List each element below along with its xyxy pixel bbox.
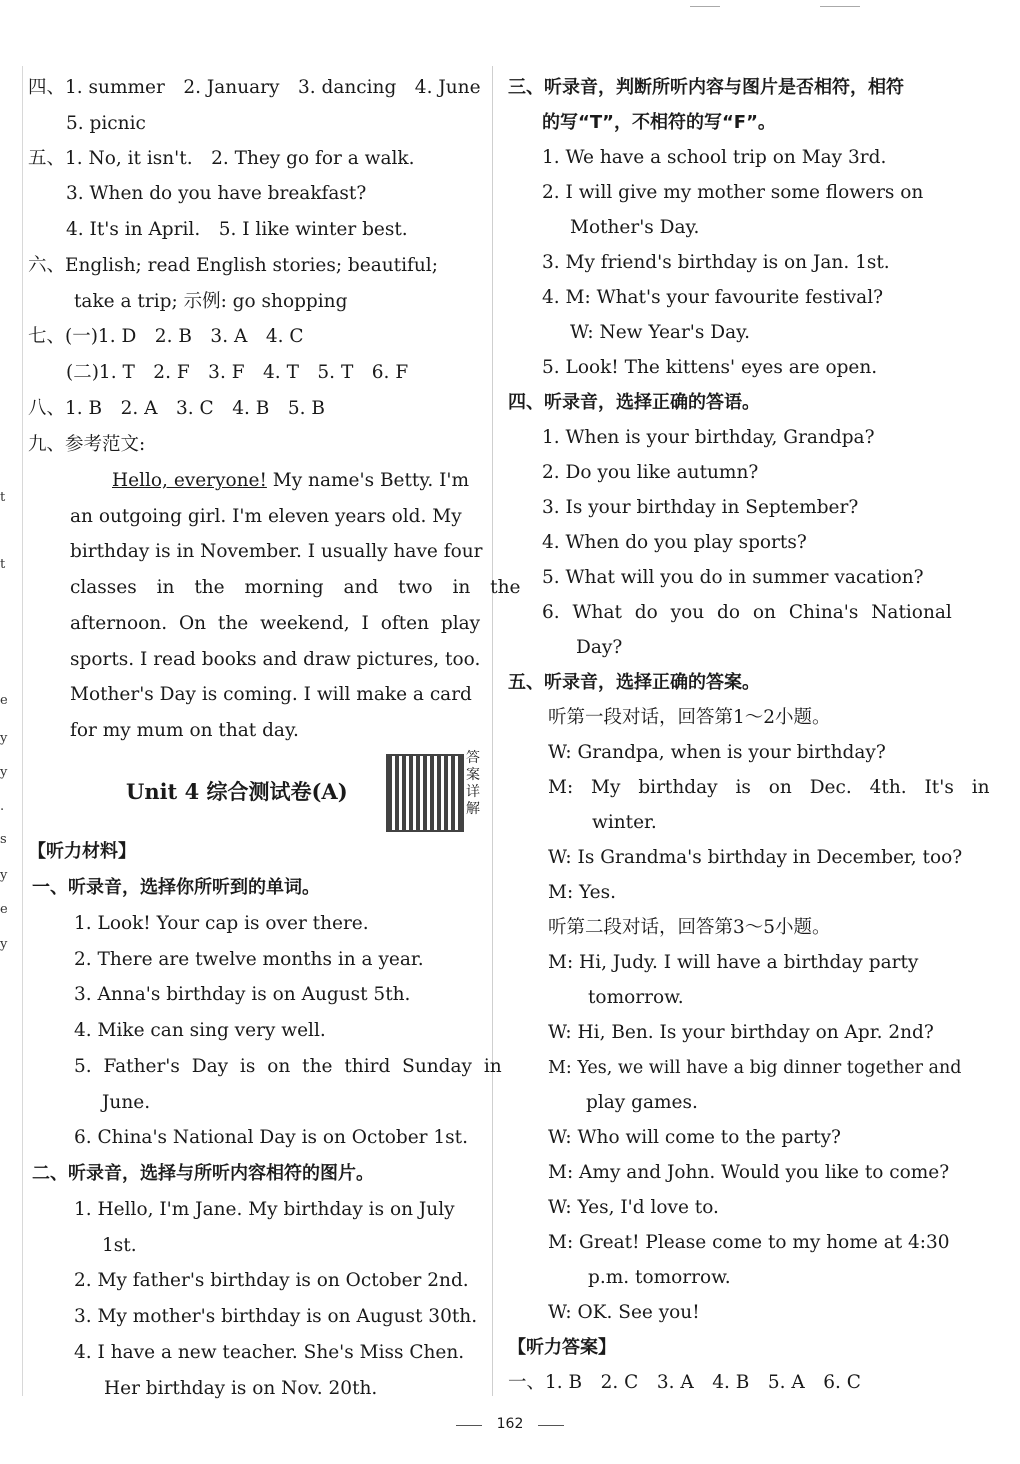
listening-line: 5. What will you do in summer vacation?: [542, 567, 924, 588]
dialogue-line: W: Hi, Ben. Is your birthday on Apr. 2nd?: [548, 1022, 934, 1043]
margin-letter: y: [0, 765, 8, 780]
essay-line: Mother's Day is coming. I will make a card: [70, 684, 472, 705]
page-number: 162: [496, 1416, 524, 1432]
dialogue-line: tomorrow.: [588, 987, 684, 1008]
listening-line: W: New Year's Day.: [570, 322, 750, 343]
margin-letter: y: [0, 868, 8, 883]
dialogue-line: M: Hi, Judy. I will have a birthday party: [548, 952, 919, 973]
listening-line: 2. There are twelve months in a year.: [74, 949, 424, 970]
margin-letter: s: [0, 832, 7, 847]
dialogue-line: W: Grandpa, when is your birthday?: [548, 742, 886, 763]
left-margin-rule: [22, 66, 23, 1396]
dialogue-line: play games.: [586, 1092, 698, 1113]
listening-line: 2. I will give my mother some flowers on: [542, 182, 924, 203]
listening-line: 3. Anna's birthday is on August 5th.: [74, 984, 411, 1005]
essay-line: [112, 467, 469, 495]
essay-line: classes in the morning and two in the: [70, 577, 521, 598]
dialogue-line: W: Is Grandma's birthday in December, too?: [548, 847, 963, 868]
listening-line: 1. When is your birthday, Grandpa?: [542, 427, 875, 448]
listening-line: 1. Look! Your cap is over there.: [74, 913, 369, 934]
answer-line: 5. picnic: [66, 113, 146, 134]
top-rule: [820, 6, 860, 7]
listening-line: 3. Is your birthday in September?: [542, 497, 859, 518]
answer-line: 六、English; read English stories; beautiful;: [28, 255, 438, 276]
dialogue-line: M: Yes.: [548, 882, 616, 903]
section-header: 【听力材料】: [28, 841, 136, 862]
top-rule: [690, 6, 720, 7]
listening-line: Mother's Day.: [570, 217, 700, 238]
section-heading: 三、听录音，判断所听内容与图片是否相符，相符: [508, 77, 904, 98]
answer-line: 五、1. No, it isn't. 2. They go for a walk.: [28, 148, 415, 169]
listening-line: 听第二段对话，回答第3～5小题。: [548, 917, 831, 938]
section-heading: 一、听录音，选择你所听到的单词。: [32, 877, 320, 898]
answer-line: 一、1. B 2. C 3. A 4. B 5. A 6. C: [508, 1372, 861, 1393]
listening-line: 3. My friend's birthday is on Jan. 1st.: [542, 252, 890, 273]
section-heading: 的写“T”，不相符的写“F”。: [542, 112, 776, 133]
answer-line: 七、(一)1. D 2. B 3. A 4. C: [28, 326, 304, 347]
essay-line: sports. I read books and draw pictures, too.: [70, 649, 481, 670]
answer-line: 九、参考范文:: [28, 434, 146, 455]
essay-greeting: Hello, everyone!: [112, 470, 267, 491]
listening-line: 2. My father's birthday is on October 2nd.: [74, 1270, 469, 1291]
dialogue-line: M: Great! Please come to my home at 4:30: [548, 1232, 950, 1253]
listening-line: 1. We have a school trip on May 3rd.: [542, 147, 887, 168]
margin-letter: y: [0, 731, 8, 746]
dialogue-line: winter.: [592, 812, 657, 833]
answer-line: (二)1. T 2. F 3. F 4. T 5. T 6. F: [66, 362, 409, 383]
section-heading: 四、听录音，选择正确的答语。: [508, 392, 760, 413]
dialogue-line: M: Amy and John. Would you like to come?: [548, 1162, 950, 1183]
listening-line: 1. Hello, I'm Jane. My birthday is on July: [74, 1199, 455, 1220]
margin-letter: y: [0, 937, 8, 952]
dialogue-line: M: My birthday is on Dec. 4th. It's in: [548, 777, 990, 798]
listening-line: 2. Do you like autumn?: [542, 462, 759, 483]
listening-line: 6. What do you do on China's National: [542, 602, 952, 623]
answer-line: 八、1. B 2. A 3. C 4. B 5. B: [28, 398, 325, 419]
listening-line: 4. Mike can sing very well.: [74, 1020, 326, 1041]
dialogue-line: p.m. tomorrow.: [588, 1267, 731, 1288]
section-header: 【听力答案】: [508, 1337, 616, 1358]
listening-line: 4. I have a new teacher. She's Miss Chen.: [74, 1342, 465, 1363]
listening-line: 6. China's National Day is on October 1st.: [74, 1127, 468, 1148]
answer-line: 四、1. summer 2. January 3. dancing 4. June: [28, 77, 481, 98]
listening-line: June.: [102, 1092, 151, 1113]
dialogue-line: W: Who will come to the party?: [548, 1127, 841, 1148]
dialogue-line: W: Yes, I'd love to.: [548, 1197, 719, 1218]
essay-line: an outgoing girl. I'm eleven years old. My: [70, 506, 462, 527]
listening-line: 听第一段对话，回答第1～2小题。: [548, 707, 831, 728]
listening-line: 1st.: [102, 1235, 137, 1256]
essay-line: birthday is in November. I usually have four: [70, 541, 483, 562]
listening-line: 5. Father's Day is on the third Sunday in: [74, 1056, 502, 1077]
column-divider: [492, 66, 493, 1396]
essay-line: afternoon. On the weekend, I often play: [70, 613, 481, 634]
margin-letter: t: [0, 490, 6, 505]
qr-code[interactable]: [386, 754, 464, 832]
essay-line: for my mum on that day.: [70, 720, 299, 741]
section-heading: 二、听录音，选择与所听内容相符的图片。: [32, 1163, 374, 1184]
listening-line: Day?: [576, 637, 623, 658]
answer-line: 4. It's in April. 5. I like winter best.: [66, 219, 408, 240]
unit-title: Unit 4 综合测试卷(A): [126, 779, 348, 804]
dialogue-line: M: Yes, we will have a big dinner together and: [548, 1058, 962, 1078]
listening-line: 4. When do you play sports?: [542, 532, 807, 553]
margin-letter: e: [0, 902, 8, 917]
essay-rest: My name's Betty. I'm: [266, 470, 470, 491]
listening-line: 5. Look! The kittens' eyes are open.: [542, 357, 878, 378]
section-heading: 五、听录音，选择正确的答案。: [508, 672, 760, 693]
margin-letter: t: [0, 557, 6, 572]
dialogue-line: W: OK. See you!: [548, 1302, 700, 1323]
listening-line: Her birthday is on Nov. 20th.: [104, 1378, 378, 1399]
margin-letter: e: [0, 693, 8, 708]
answer-line: 3. When do you have breakfast?: [66, 183, 367, 204]
listening-line: 4. M: What's your favourite festival?: [542, 287, 884, 308]
listening-line: 3. My mother's birthday is on August 30th.: [74, 1306, 478, 1327]
margin-letter: .: [0, 799, 5, 814]
qr-label: 答案详解: [466, 750, 480, 817]
answer-line: take a trip; 示例: go shopping: [74, 291, 348, 312]
